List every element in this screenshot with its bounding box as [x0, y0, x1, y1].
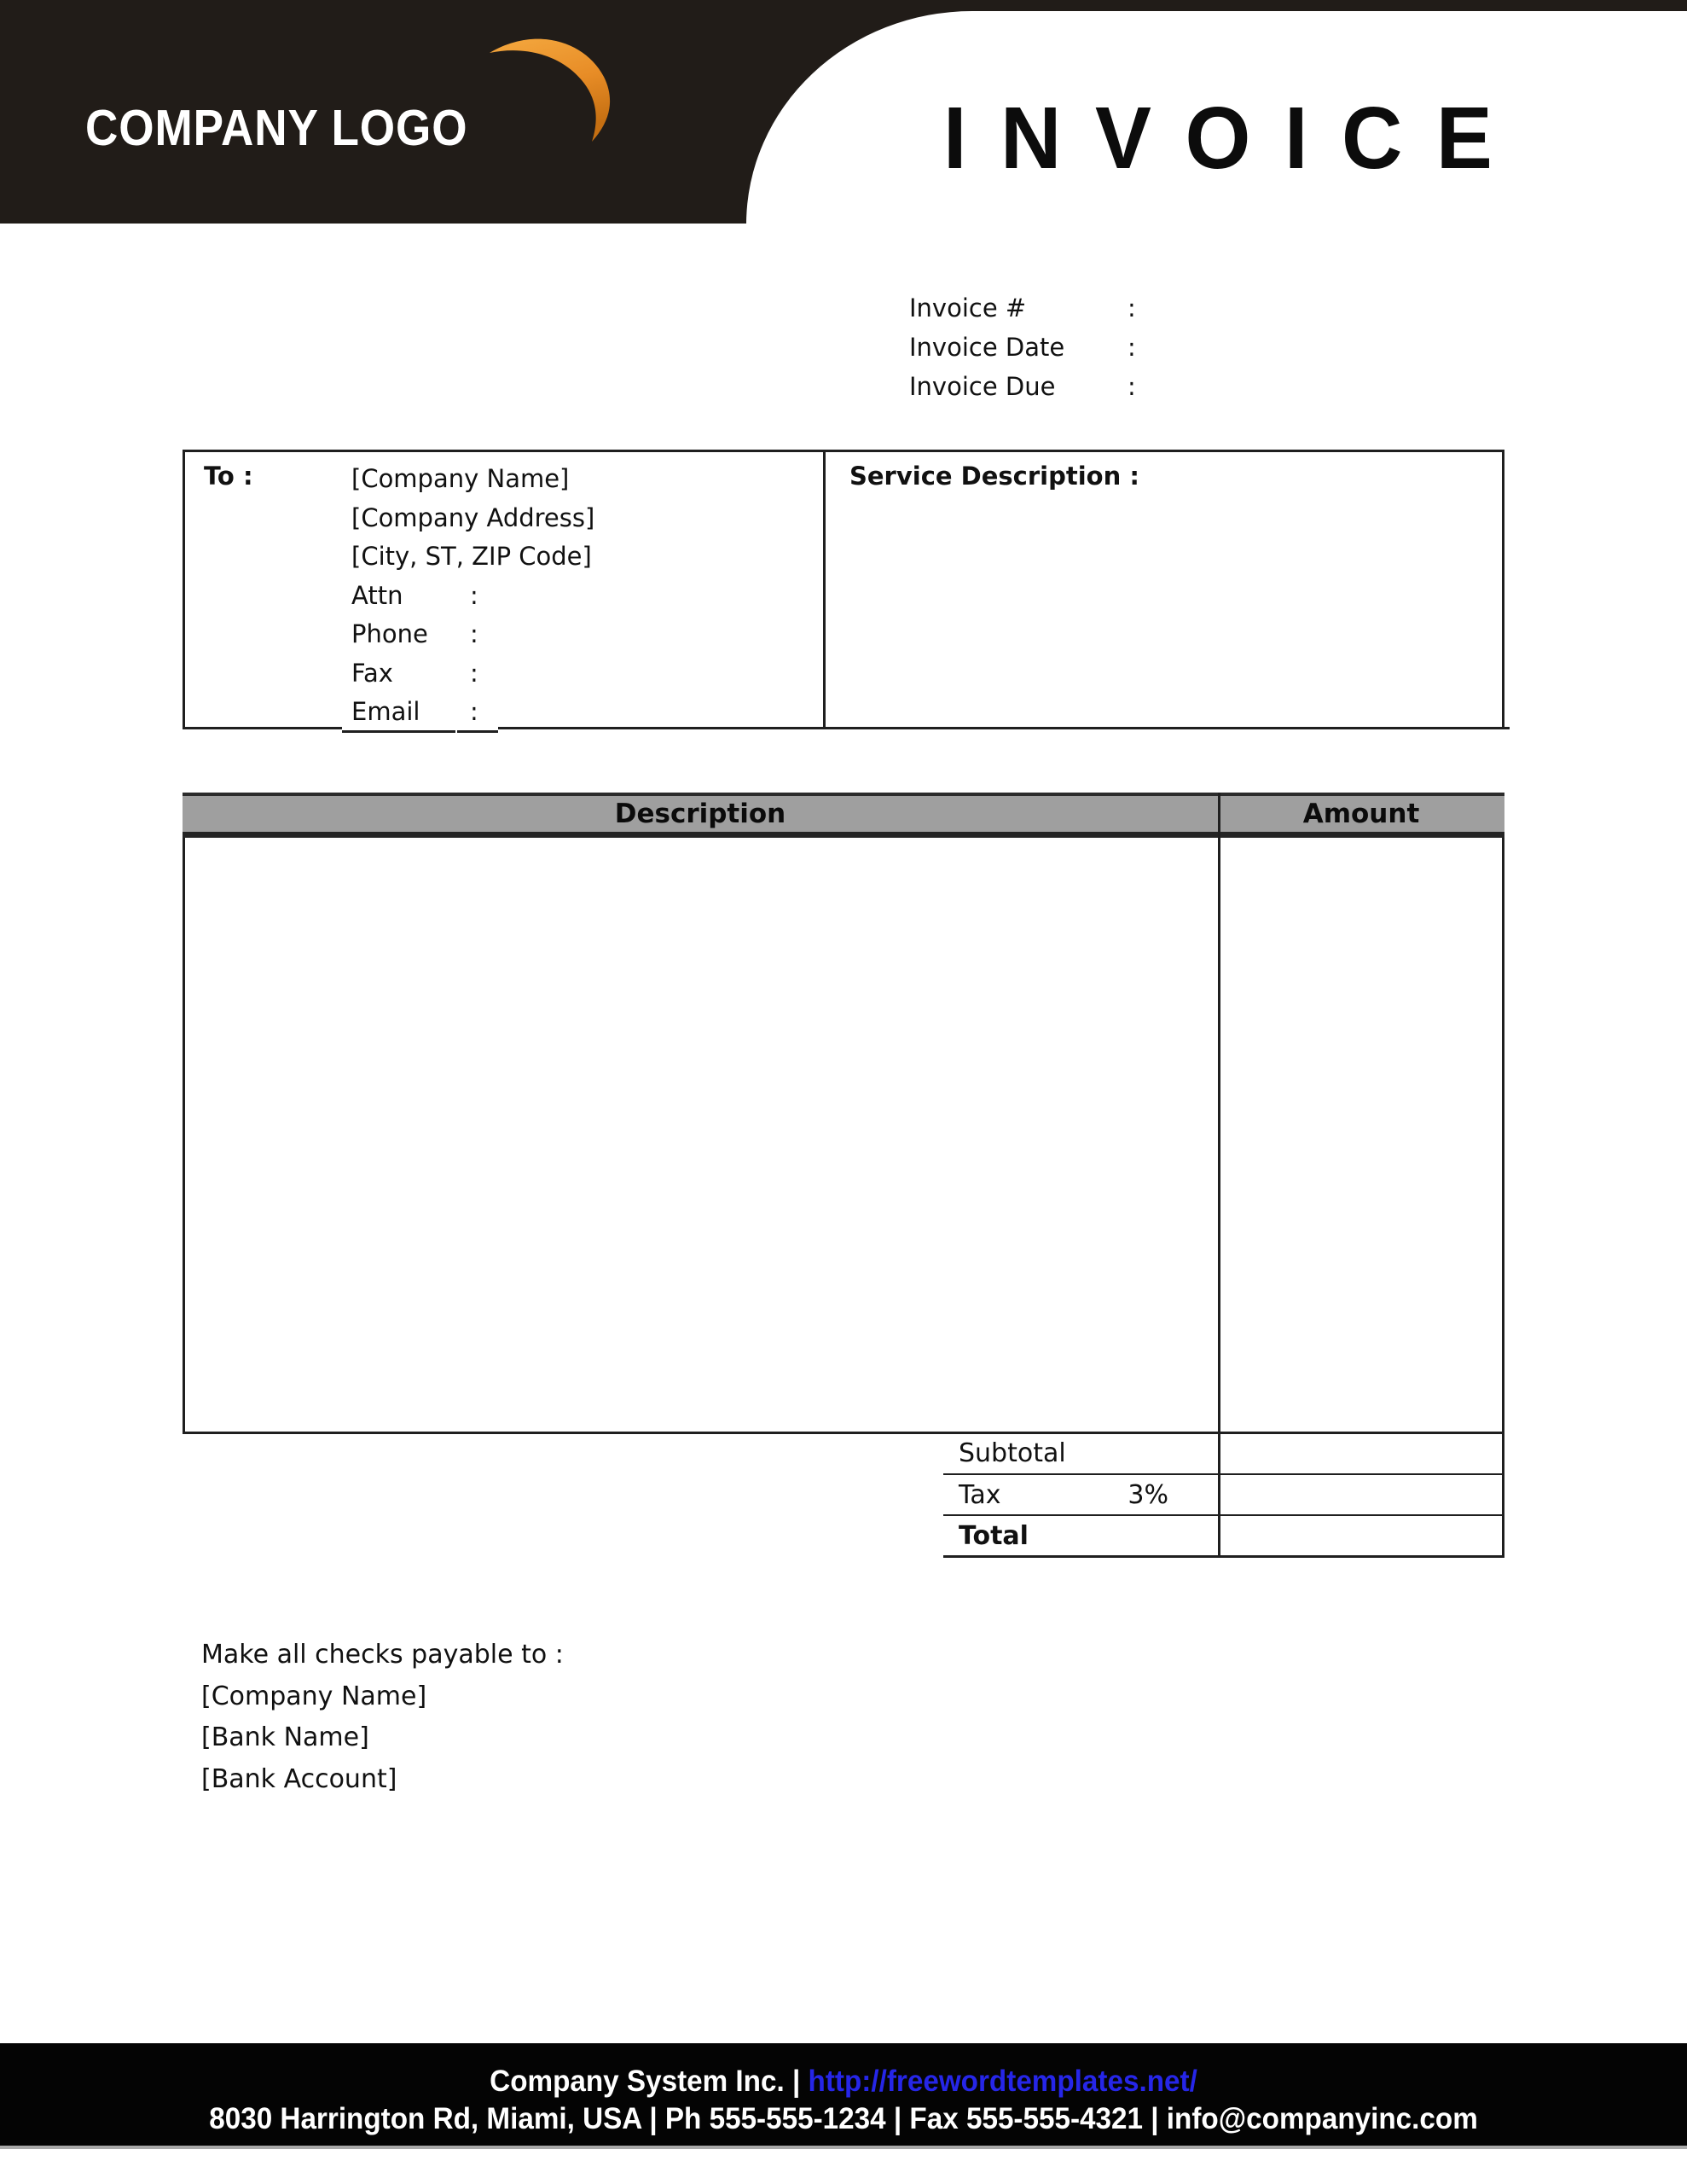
phone-label: Phone	[351, 619, 428, 648]
invoice-due-label: Invoice Due	[909, 372, 1056, 401]
colon: :	[470, 658, 478, 688]
footer-band	[0, 2043, 1687, 2149]
payable-intro: Make all checks payable to :	[201, 1640, 564, 1670]
invoice-due-row	[909, 367, 1136, 406]
recipient-company-name: [Company Name]	[351, 464, 570, 493]
subtotal-label: Subtotal	[959, 1438, 1066, 1468]
total-label: Total	[959, 1520, 1029, 1551]
email-row	[351, 693, 594, 732]
tax-rate: 3%	[1128, 1479, 1168, 1510]
colon: :	[1128, 333, 1136, 362]
box-bottom-border	[498, 727, 1510, 729]
amount-column-header: Amount	[1302, 799, 1420, 829]
invoice-number-label: Invoice #	[909, 293, 1027, 322]
table-bottom-line	[183, 1432, 1504, 1434]
logo-swoosh-icon	[474, 32, 621, 143]
footer-content	[42, 2043, 1644, 2139]
items-table-header	[183, 793, 1504, 838]
invoice-date-row	[909, 328, 1136, 367]
box-bottom-border	[457, 730, 498, 733]
colon: :	[470, 697, 478, 726]
box-bottom-border	[183, 727, 342, 729]
payable-bank-name: [Bank Name]	[201, 1722, 369, 1752]
attn-label: Attn	[351, 580, 403, 610]
recipient-details	[351, 460, 594, 732]
to-label: To :	[204, 462, 253, 491]
payable-block	[201, 1635, 564, 1800]
fax-label: Fax	[351, 658, 393, 688]
footer-company-line	[42, 2064, 1644, 2100]
phone-row	[351, 615, 594, 654]
fax-row	[351, 654, 594, 694]
box-column-divider	[823, 452, 826, 727]
invoice-date-label: Invoice Date	[909, 333, 1065, 362]
service-description-label: Service Description :	[849, 462, 1139, 491]
footer-address-line: 8030 Harrington Rd, Miami, USA | Ph 555-555-1234 | Fax 555-555-4321 | info@companyinc.com	[209, 2102, 1478, 2135]
payable-bank-account: [Bank Account]	[201, 1763, 397, 1794]
tax-label: Tax	[959, 1479, 1001, 1510]
bill-to-box	[183, 450, 1504, 727]
document-title: INVOICE	[943, 89, 1527, 187]
colon: :	[1128, 293, 1136, 322]
footer-website-link[interactable]: http://freewordtemplates.net/	[808, 2065, 1197, 2098]
box-bottom-border	[342, 730, 455, 733]
payable-company-name: [Company Name]	[201, 1681, 427, 1711]
recipient-city-state-zip: [City, ST, ZIP Code]	[351, 542, 592, 571]
colon: :	[1128, 372, 1136, 401]
invoice-number-row	[909, 288, 1136, 328]
footer-company-name: Company System Inc. |	[490, 2065, 801, 2098]
description-column-header: Description	[614, 799, 786, 829]
colon: :	[470, 580, 478, 610]
email-label: Email	[351, 697, 420, 726]
attn-row	[351, 577, 594, 616]
recipient-company-address: [Company Address]	[351, 502, 595, 532]
company-logo-text: COMPANY LOGO	[85, 100, 468, 156]
invoice-meta	[909, 288, 1136, 406]
table-right-border	[1502, 1432, 1504, 1557]
amount-column-divider	[1218, 793, 1220, 1555]
colon: :	[470, 619, 478, 648]
items-table-body	[183, 838, 1504, 1432]
